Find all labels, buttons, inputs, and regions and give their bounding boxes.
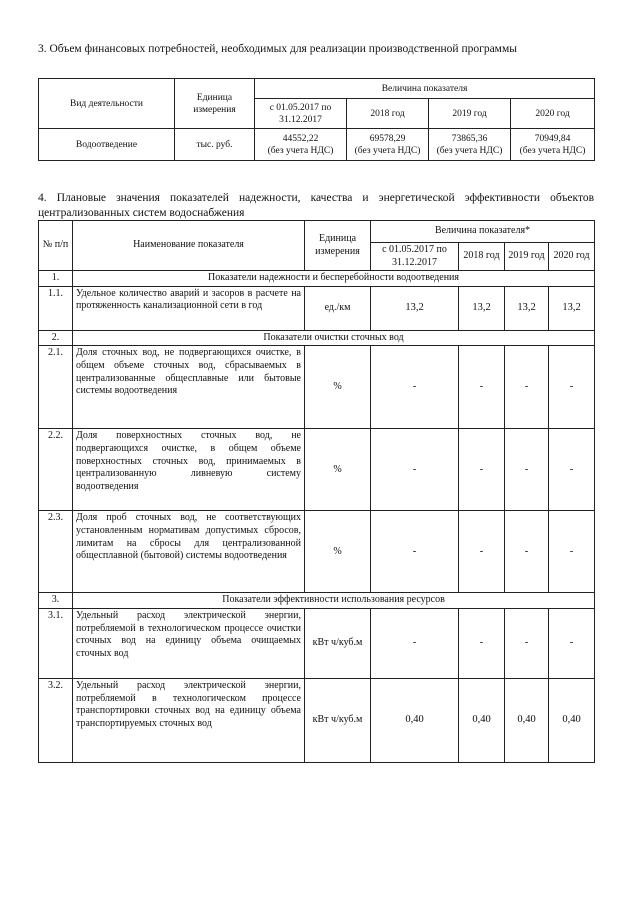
- col-header-period: 2018 год: [459, 243, 505, 271]
- col-header-unit: Единица измерения: [175, 79, 255, 129]
- table-row: [39, 608, 595, 678]
- group-num: 1.: [39, 271, 73, 287]
- col-header-period: 2020 год: [511, 99, 595, 129]
- indicators-table: [38, 220, 595, 763]
- row-value: -: [549, 429, 595, 511]
- col-header-value: Величина показателя: [255, 79, 595, 99]
- row-unit: кВт ч/куб.м: [305, 678, 371, 762]
- row-unit: %: [305, 429, 371, 511]
- col-header-period: 2020 год: [549, 243, 595, 271]
- cell-value: 69578,29 (без учета НДС): [347, 129, 429, 161]
- group-title: Показатели эффективности использования ресурсов: [73, 593, 595, 609]
- row-value: -: [371, 608, 459, 678]
- group-row: [39, 330, 595, 346]
- col-header-period: с 01.05.2017 по 31.12.2017: [255, 99, 347, 129]
- row-value: 13,2: [549, 286, 595, 330]
- row-value: -: [459, 429, 505, 511]
- group-row: [39, 271, 595, 287]
- row-unit: ед./км: [305, 286, 371, 330]
- row-value: -: [371, 511, 459, 593]
- row-value: -: [505, 608, 549, 678]
- row-num: 2.1.: [39, 346, 73, 429]
- table-row: [39, 286, 595, 330]
- row-value: 0,40: [459, 678, 505, 762]
- row-value: -: [371, 346, 459, 429]
- col-header-period: 2019 год: [429, 99, 511, 129]
- cell-value: 70949,84 (без учета НДС): [511, 129, 595, 161]
- table-row: [39, 511, 595, 593]
- group-row: [39, 593, 595, 609]
- row-unit: %: [305, 511, 371, 593]
- row-num: 3.1.: [39, 608, 73, 678]
- row-value: -: [549, 511, 595, 593]
- cell-value: 44552,22 (без учета НДС): [255, 129, 347, 161]
- row-value: 13,2: [505, 286, 549, 330]
- row-name: Удельный расход электрической энергии, потребляемой в технологическом процессе транспортировки сточных вод на единицу объема транспортируемых сточных вод: [73, 678, 305, 762]
- financial-needs-table: [38, 78, 595, 161]
- row-value: 0,40: [505, 678, 549, 762]
- col-header-unit: Единица измерения: [305, 221, 371, 271]
- col-header-period: 2019 год: [505, 243, 549, 271]
- row-name: Удельный расход электрической энергии, потребляемой в технологическом процессе очистки сточных вод на единицу объема очищаемых сточных вод: [73, 608, 305, 678]
- row-value: -: [371, 429, 459, 511]
- row-name: Доля поверхностных сточных вод, не подвергающихся очистке, в общем объеме поверхностных сточных вод, принимаемых в централизованную ливневую систему водоотведения: [73, 429, 305, 511]
- row-value: -: [505, 429, 549, 511]
- row-name: Удельное количество аварий и засоров в расчете на протяженность канализационной сети в год: [73, 286, 305, 330]
- row-num: 1.1.: [39, 286, 73, 330]
- table-row: [39, 678, 595, 762]
- section-3-title: 3. Объем финансовых потребностей, необходимых для реализации производственной программы: [38, 43, 517, 55]
- row-value: -: [549, 608, 595, 678]
- group-title: Показатели очистки сточных вод: [73, 330, 595, 346]
- cell-activity: Водоотведение: [39, 129, 175, 161]
- cell-unit: тыс. руб.: [175, 129, 255, 161]
- row-value: -: [459, 608, 505, 678]
- row-value: -: [549, 346, 595, 429]
- col-header-num: № п/п: [39, 221, 73, 271]
- row-value: 0,40: [371, 678, 459, 762]
- group-num: 3.: [39, 593, 73, 609]
- table-row: [39, 429, 595, 511]
- row-num: 2.2.: [39, 429, 73, 511]
- row-value: -: [459, 511, 505, 593]
- row-num: 3.2.: [39, 678, 73, 762]
- section-4-title: 4. Плановые значения показателей надежности, качества и энергетической эффективности объектов централизованных систем водоснабжения: [38, 192, 594, 219]
- table-row: [39, 346, 595, 429]
- col-header-name: Наименование показателя: [73, 221, 305, 271]
- table-row: [39, 129, 595, 161]
- row-unit: %: [305, 346, 371, 429]
- row-num: 2.3.: [39, 511, 73, 593]
- row-unit: кВт ч/куб.м: [305, 608, 371, 678]
- group-title: Показатели надежности и бесперебойности водоотведения: [73, 271, 595, 287]
- group-num: 2.: [39, 330, 73, 346]
- col-header-period: 2018 год: [347, 99, 429, 129]
- col-header-period: с 01.05.2017 по 31.12.2017: [371, 243, 459, 271]
- row-value: 0,40: [549, 678, 595, 762]
- row-value: -: [459, 346, 505, 429]
- col-header-activity: Вид деятельности: [39, 79, 175, 129]
- row-name: Доля проб сточных вод, не соответствующих установленным нормативам допустимых сбросов, лимитам на сбросы для централизованной общесплавной (бытовой) системы водоотведения: [73, 511, 305, 593]
- cell-value: 73865,36 (без учета НДС): [429, 129, 511, 161]
- col-header-value: Величина показателя*: [371, 221, 595, 243]
- row-value: -: [505, 346, 549, 429]
- row-name: Доля сточных вод, не подвергающихся очистке, в общем объеме сточных вод, сбрасываемых в централизованные общесплавные или бытовые системы водоотведения: [73, 346, 305, 429]
- row-value: -: [505, 511, 549, 593]
- row-value: 13,2: [459, 286, 505, 330]
- row-value: 13,2: [371, 286, 459, 330]
